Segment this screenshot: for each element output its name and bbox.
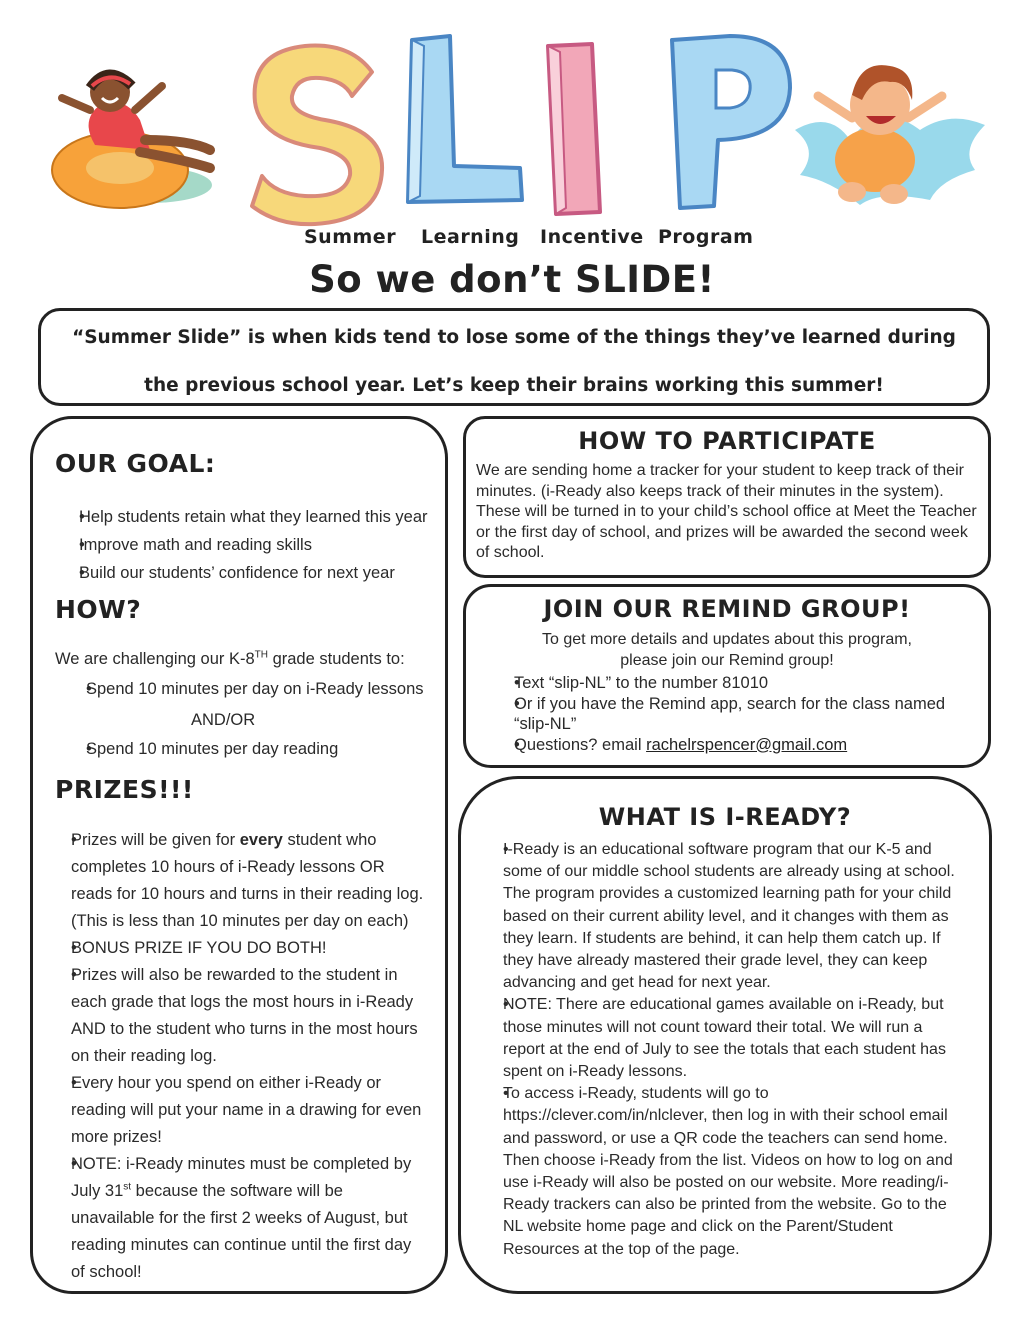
logo-letter-l: [408, 36, 522, 202]
participate-body: We are sending home a tracker for your student to keep track of their minutes. (i-Ready also keeps track of their minutes in the system). These will be turned in to your child’s school office at Meet the Teacher or the first day of school, and prizes will be awarded the second week of school.: [476, 462, 977, 561]
intro-box: [38, 308, 990, 406]
subtitle-word-summer: Summer: [304, 226, 397, 248]
how-item-reading: • Spend 10 minutes per day reading: [55, 739, 440, 760]
iready-item: • To access i-Ready, students will go to https://clever.com/in/nlclever, then log in with their school email and password, or use a QR code the teachers can send home. Then choose i-Ready from the list. Videos on how to log on and use i-Ready will also be posted on our website. More reading/i-Ready trackers can also be printed from the website. Go to the NL website home page and click on the Parent/Student Resources at the top of the page.: [487, 1083, 963, 1261]
intro-line-2: the previous school year. Let’s keep their brains working this summer!: [144, 375, 884, 396]
how-intro: We are challenging our K-8TH grade students to:: [55, 649, 405, 668]
iready-item: • NOTE: There are educational games available on i-Ready, but those minutes will not count toward their total. We will run a report at the end of July to see the totals that each student has spent on i-Ready lessons.: [487, 994, 963, 1083]
goal-item: • Improve math and reading skills: [55, 531, 435, 559]
logo-letter-p: [672, 36, 790, 208]
how-and-or: AND/OR: [191, 711, 256, 729]
email-link[interactable]: rachelrspencer@gmail.com: [646, 735, 848, 754]
prize-item: • Every hour you spend on either i-Ready or reading will put your name in a drawing for even more prizes!: [55, 1070, 425, 1151]
prize-item: • BONUS PRIZE IF YOU DO BOTH!: [55, 935, 425, 962]
how-heading: HOW?: [55, 595, 142, 624]
prize-item: • Prizes will be given for every student who completes 10 hours of i-Ready lessons OR reads for 10 hours and turns in their reading log. (This is less than 10 minutes per day on each): [55, 827, 425, 935]
remind-item-email: • Questions? email rachelrspencer@gmail.com: [492, 735, 968, 756]
intro-line-1: “Summer Slide” is when kids tend to lose some of the things they’ve learned during: [72, 327, 956, 348]
remind-intro: To get more details and updates about this program, please join our Remind group!: [542, 631, 912, 669]
prizes-heading: PRIZES!!!: [55, 775, 194, 804]
logo-letter-i: [548, 44, 600, 214]
how-to-participate-panel: [463, 416, 991, 578]
prizes-list: [55, 827, 425, 1286]
remind-group-panel: [463, 584, 991, 768]
remind-heading: JOIN OUR REMIND GROUP!: [543, 595, 911, 623]
how-list: [55, 679, 440, 699]
boy-splashing-illustration: [795, 65, 985, 205]
iready-heading: WHAT IS I-READY?: [598, 803, 852, 831]
how-list-2: [55, 739, 440, 760]
tagline: So we don’t SLIDE!: [309, 258, 715, 301]
subtitle-word-learning: Learning: [421, 226, 520, 248]
girl-on-tube-illustration: [52, 72, 212, 208]
slip-header-art: [0, 0, 1024, 230]
iready-list: [487, 839, 963, 1261]
iready-item: • I-Ready is an educational software program that our K-5 and some of our middle school students are already using at school. The program provides a customized learning path for your child based on their current ability level, and it changes with them as they learn. If students are behind, it can help them catch up. If they have already mastered their grade level, they can keep advancing and get head for next year.: [487, 839, 963, 994]
subtitle-word-program: Program: [658, 226, 754, 248]
prize-item: • NOTE: i-Ready minutes must be completed by July 31st because the software will be unavailable for the first 2 weeks of August, but reading minutes can continue until the first day of school!: [55, 1151, 425, 1286]
participate-heading: HOW TO PARTICIPATE: [578, 427, 876, 455]
prize-item: • Prizes will also be rewarded to the student in each grade that logs the most hours in i-Ready AND to the student who turns in the most hours on their reading log.: [55, 962, 425, 1070]
goal-heading: OUR GOAL:: [55, 449, 216, 478]
what-is-iready-panel: [458, 776, 992, 1294]
goal-item: • Build our students’ confidence for next year: [55, 559, 435, 587]
goal-list: [55, 503, 435, 587]
subtitle-word-incentive: Incentive: [540, 226, 644, 248]
logo-letter-s: [252, 46, 382, 225]
remind-item-text: • Text “slip-NL” to the number 81010: [492, 673, 968, 694]
remind-list: [492, 673, 968, 755]
remind-item-app: • Or if you have the Remind app, search for the class named “slip-NL”: [492, 694, 968, 735]
goal-item: • Help students retain what they learned this year: [55, 503, 435, 531]
how-item-iready: • Spend 10 minutes per day on i-Ready lessons: [55, 679, 440, 699]
goals-how-prizes-panel: [30, 416, 448, 1294]
